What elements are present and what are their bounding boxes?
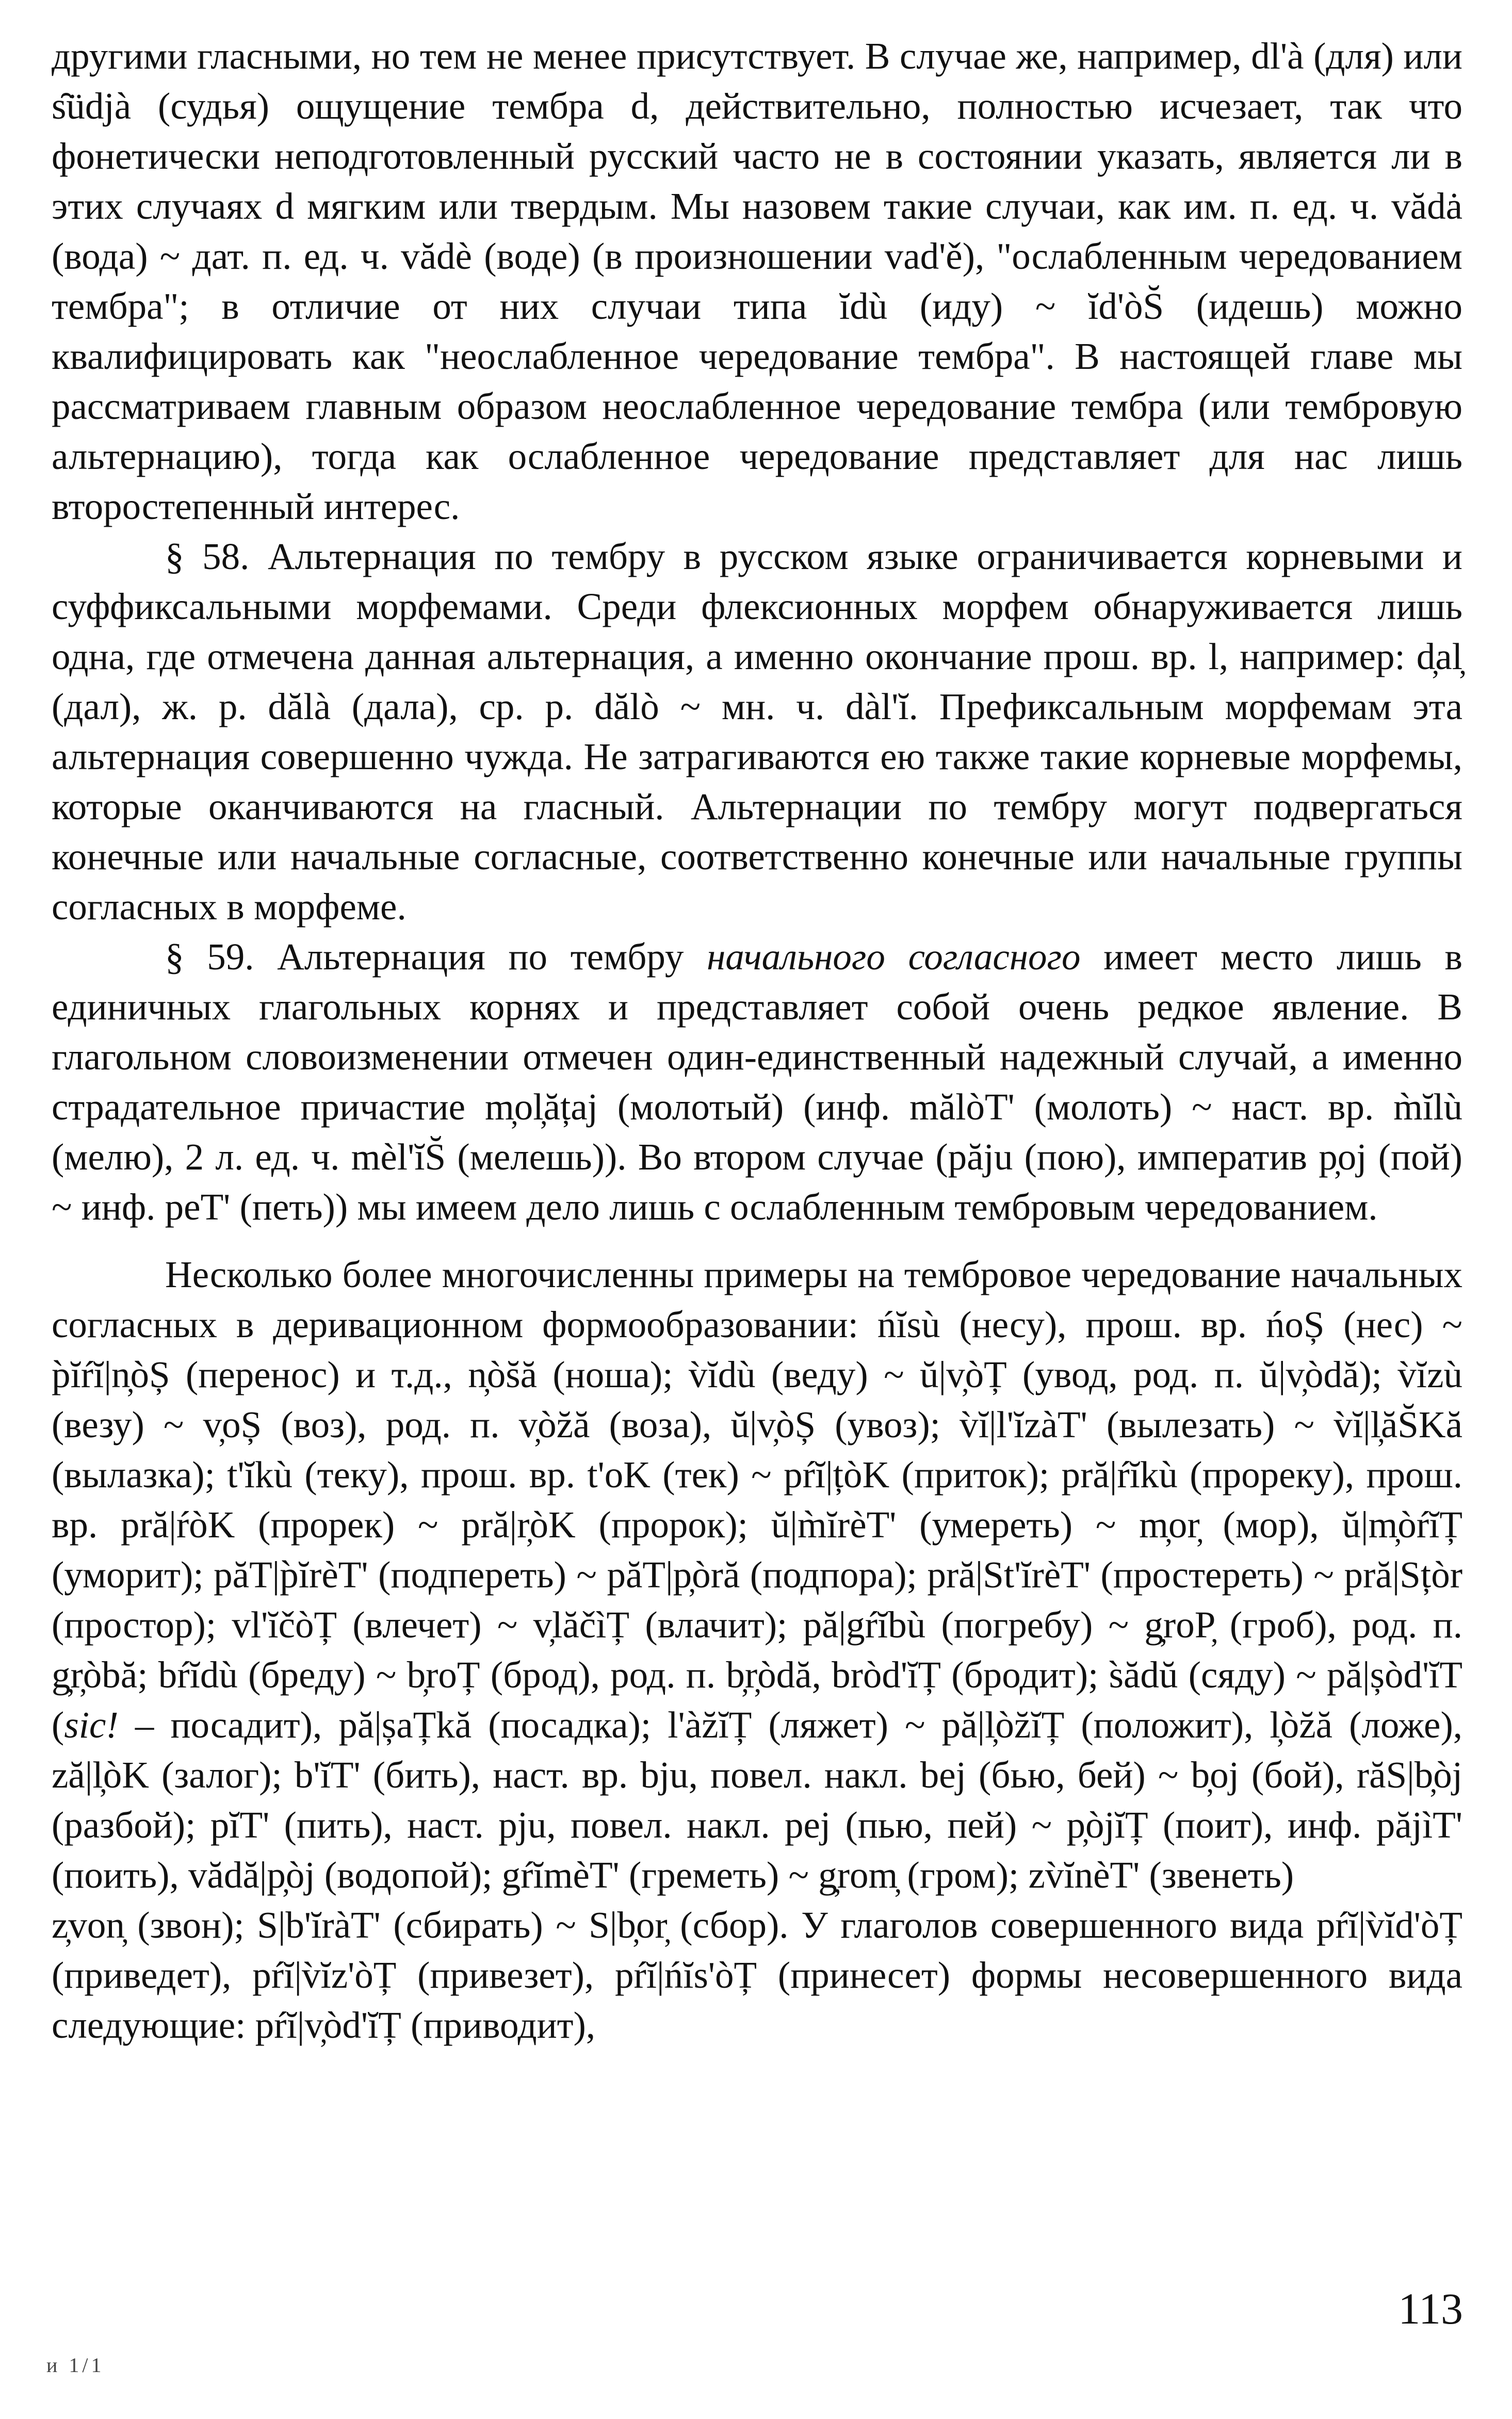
paragraph-text-end: имеет место лишь в единичных глагольных корнях и представляет собой очень редкое явление. В глагольном словоизменении отмечен один-единственный надежный случай, а именно страдательное причастие m̦ol̦ățaj (молотый) (инф. mălòT' (молоть) ~ наст. вр. m̀ĭlù (мелю), 2 л. ед. ч. mèl'ĭS̆ (мелешь)). Во втором случае (păju (пою), императив p̦oj (пой) ~ инф. peT' (петь)) мы имеем дело лишь с ослабленным тембровым чередованием.	[52, 936, 1462, 1228]
page-number: 113	[1398, 2284, 1463, 2333]
paragraph-examples	[52, 1249, 1462, 1900]
sic-mark: sic!	[64, 1704, 119, 1746]
paragraph-text-end: – посадит), pă|șaȚkă (посадка); l'àz̆ĭȚ (ляжет) ~ pă|l̦òz̆ĭȚ (положит), l̦òz̆ă (ложе), ză|l̦òK (залог); b'ĭT' (бить), наст. вр. bju, повел. накл. bej (бью, бей) ~ b̦oj (бой), răS|b̦òj (разбой); pĭT' (пить), наст. pju, повел. накл. pej (пью, пей) ~ p̦òjĭȚ (поит), инф. păjìT' (поить), vădă|p̦òj (водопой); gŕĭmèT' (греметь) ~ g̦rom̦ (гром); zv̀ĭnèT' (звенеть)	[52, 1704, 1462, 1896]
paragraph-text: § 58. Альтернация по тембру в русском языке ограничивается корневыми и суффиксальными морфемами. Среди флексионных морфем обнаруживается лишь одна, где отмечена данная альтернация, а именно окончание прош. вр. l, например: d̦al̦ (дал), ж. р. dălà (дала), ср. р. dălò ~ мн. ч. dàl'ĭ. Префиксальным морфемам эта альтернация совершенно чужда. Не затрагиваются ею также такие корневые морфемы, которые оканчиваются на гласный. Альтернации по тембру могут подвергаться конечные или начальные согласные, соответственно конечные или начальные группы согласных в морфеме.	[52, 535, 1462, 928]
paragraph-text: другими гласными, но тем не менее присутствует. В случае же, например, dl'à (для) или s̑üdjà (судья) ощущение тембра d, действительно, полностью исчезает, так что фонетически неподготовленный русский часто не в состоянии указать, является ли в этих случаях d мягким или твердым. Мы назовем такие случаи, как им. п. ед. ч. vădȧ (вода) ~ дат. п. ед. ч. vădè (воде) (в произношении vad'ě), "ослабленным чередованием тембра"; в отличие от них случаи типа ĭdù (иду) ~ ĭd'òS̆ (идешь) можно квалифицировать как "неослабленное чередование тембра". В настоящей главе мы рассматриваем главным образом неослабленное чередование тембра (или тембровую альтернацию), тогда как ослабленное чередование представляет для нас лишь второстепенный интерес.	[52, 35, 1462, 527]
paragraph-section-58	[52, 531, 1462, 932]
paragraph-section-59	[52, 932, 1462, 1232]
paragraph-text: z̦von̦ (звон); S|b'ĭràT' (сбирать) ~ S|b̦or̦ (сбор). У глаголов совершенного вида pŕĭ|v̀ĭd'òȚ (приведет), pŕĭ|v̀ĭz'òȚ (привезет), pŕĭ|ńĭs'òȚ (принесет) формы несовершенного вида следующие: pŕĭ|v̦òd'ĭȚ (приводит),	[52, 1904, 1462, 2046]
paragraph-continuation-top	[52, 31, 1462, 531]
paragraph-text-start: Несколько более многочисленны примеры на тембровое чередование начальных согласных в деривационном формообразовании: ńĭsù (несу), прош. вр. ńoȘ (нес) ~ p̀ĭŕĭ|n̦òȘ (перенос) и т.д., n̦òs̆ă (ноша); v̀ĭdù (веду) ~ ŭ|v̦òȚ (увод, род. п. ŭ|v̦òdă); v̀ĭzù (везу) ~ v̦oȘ (воз), род. п. v̦òz̆ă (воза), ŭ|v̦òȘ (увоз); v̀ĭ|l'ĭzàT' (вылезать) ~ v̀ĭ|l̦ăS̆Kă (вылазка); t'ĭkù (теку), прош. вр. t'oK (тек) ~ pŕĭ|țòK (приток); pră|ŕĭkù (прореку), прош. вр. pră|ŕòK (прорек) ~ pră|r̦òK (пророк); ŭ|m̀ĭrèT' (умереть) ~ m̦or̦ (мор), ŭ|m̦òŕĭȚ (уморит); păT|p̀ĭrèT' (подпереть) ~ păT|p̦òră (подпора); pră|St'ĭrèT' (простереть) ~ pră|Sțòr (простор); vl'ĭčòȚ (влечет) ~ v̦lăčìȚ (влачит); pă|gŕĭbù (погребу) ~ g̦roP̦ (гроб), род. п. g̦r̦òbă; bŕĭdù (бреду) ~ b̦roȚ (брод), род. п. b̦r̦òdă, bròd'ĭȚ (бродит); s̀ădŭ (сяду) ~ pă|șòd'ĭT (	[52, 1254, 1462, 1746]
paragraph-text-start: § 59. Альтернация по тембру	[165, 936, 707, 978]
page-body	[52, 31, 1462, 2050]
printer-signature-mark: и 1/1	[46, 2353, 105, 2377]
italic-term: начального согласного	[707, 936, 1081, 978]
paragraph-continuation-bottom	[52, 1900, 1462, 2050]
